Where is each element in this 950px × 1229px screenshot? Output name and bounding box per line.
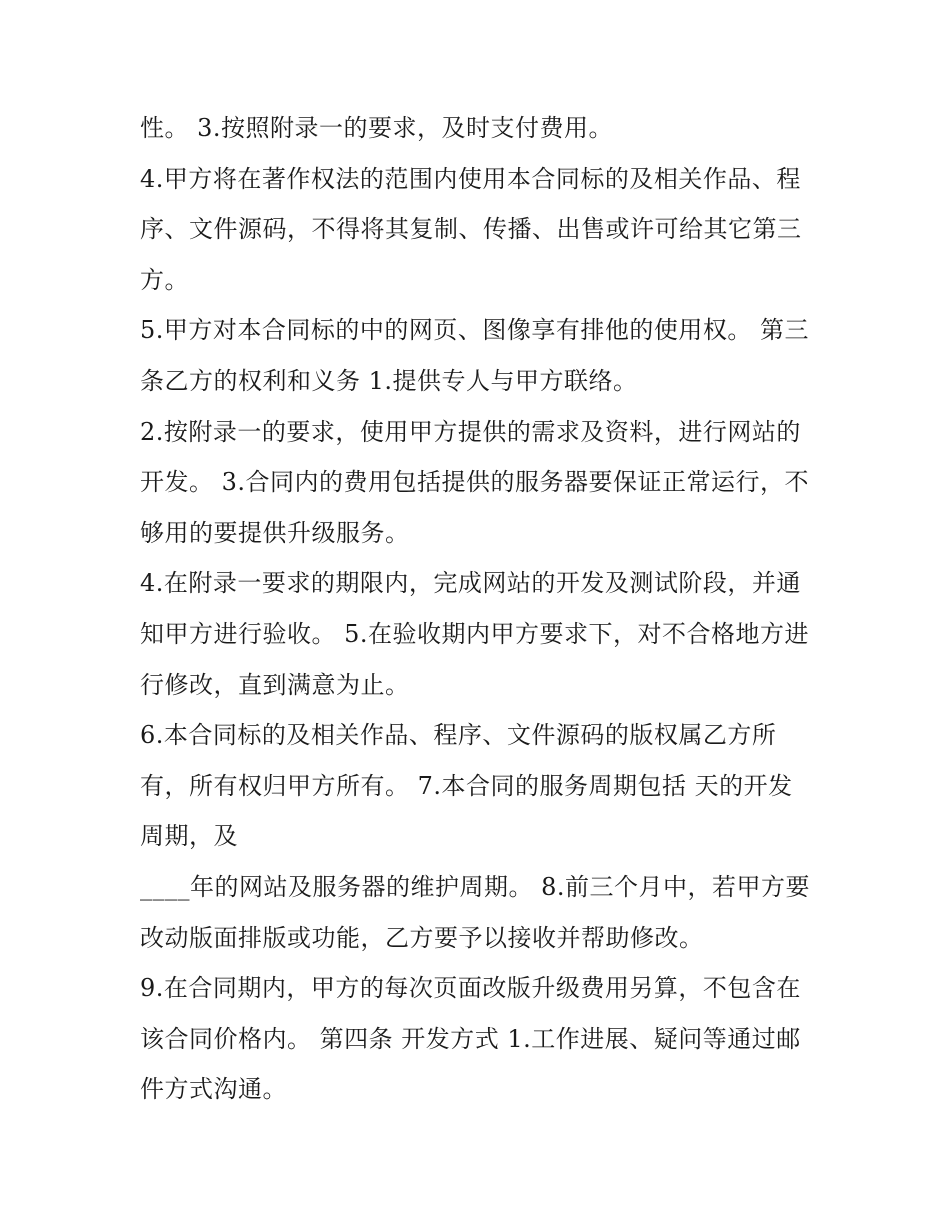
text-line: 知甲方进行验收。 5.在验收期内甲方要求下，对不合格地方进 [140,619,810,648]
text-line: 2.按附录一的要求，使用甲方提供的需求及资料，进行网站的 [140,417,801,446]
text-line: 6.本合同标的及相关作品、程序、文件源码的版权属乙方所 [140,721,777,750]
text-line: 有，所有权归甲方所有。 7.本合同的服务周期包括 天的开发 [140,771,793,800]
text-line: 行修改，直到满意为止。 [140,670,410,699]
text-line: 件方式沟通。 [140,1075,287,1104]
text-line: 条乙方的权利和义务 1.提供专人与甲方联络。 [140,366,638,395]
text-line: 该合同价格内。 第四条 开发方式 1.工作进展、疑问等通过邮 [140,1024,801,1053]
text-line: 开发。 3.合同内的费用包括提供的服务器要保证正常运行，不 [140,468,810,497]
text-line: ____年的网站及服务器的维护周期。 8.前三个月中，若甲方要 [140,872,811,901]
text-line: 5.甲方对本合同标的中的网页、图像享有排他的使用权。 第三 [140,316,810,345]
text-line: 够用的要提供升级服务。 [140,518,410,547]
text-line: 方。 [140,265,189,294]
text-line: 周期，及 [140,822,238,851]
text-line: 4.在附录一要求的期限内，完成网站的开发及测试阶段，并通 [140,569,801,598]
text-line: 9.在合同期内，甲方的每次页面改版升级费用另算，不包含在 [140,974,801,1003]
text-line: 4.甲方将在著作权法的范围内使用本合同标的及相关作品、程 [140,164,801,193]
contract-text-body [140,103,830,1115]
text-line: 性。 3.按照附录一的要求，及时支付费用。 [140,114,614,142]
text-line: 改动版面排版或功能，乙方要予以接收并帮助修改。 [140,923,704,952]
text-line: 序、文件源码，不得将其复制、传播、出售或许可给其它第三 [140,215,802,244]
